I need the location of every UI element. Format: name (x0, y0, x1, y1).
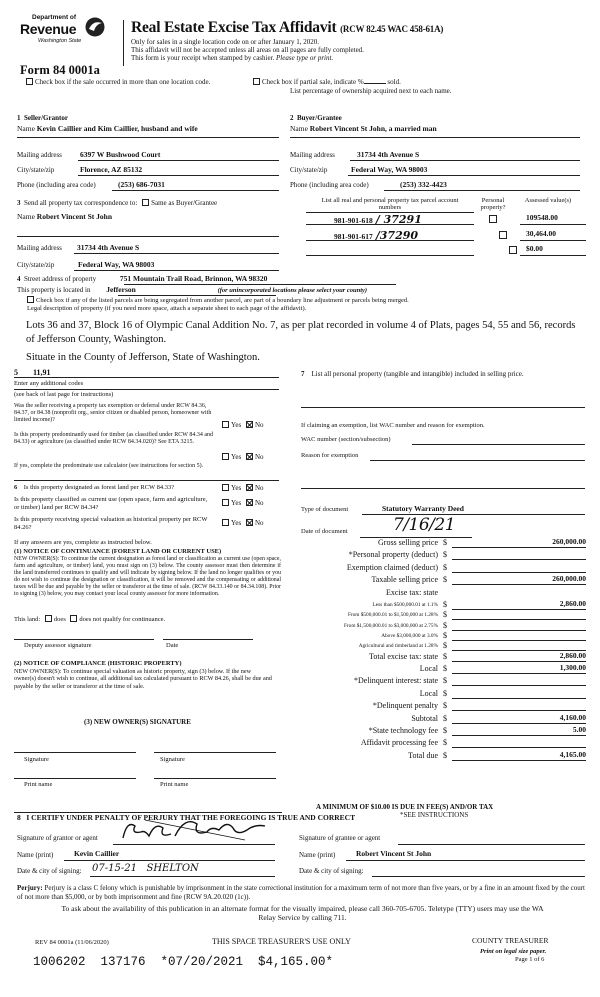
grantor-date-line (90, 876, 275, 877)
minimum-due-note: A MINIMUM OF $10.00 IS DUE IN FEE(S) AND/OR TAX (316, 803, 494, 811)
logo-dept-line1: Department of (32, 14, 77, 21)
same-as-buyer-label: Same as Buyer/Grantee (151, 199, 218, 207)
tax-row-label: *Delinquent penalty (372, 701, 438, 711)
buyer-heading-label: Buyer/Grantee (297, 114, 342, 122)
header-note-3-text: This form is your receipt when stamped by cashier. (131, 54, 275, 62)
grantor-name[interactable]: Kevin Caillier (74, 849, 120, 858)
seller-name-label: Name (17, 124, 35, 133)
parcel-account: 981-901-618 (334, 216, 373, 225)
parcel-row-line (306, 255, 474, 256)
land-qualify-row (14, 615, 165, 623)
grantee-name-line (346, 860, 585, 861)
sec6-q1-yes-checkbox[interactable] (222, 484, 229, 491)
dollar-sign: $ (443, 725, 447, 735)
dollar-sign: $ (443, 676, 447, 686)
correspondence-name-label: Name (17, 212, 35, 221)
sec5-q2: Is this property predominantly used for timber (as classified under RCW 84.34 and 84.33) or agriculture (as classified under RCW 84.34.020)? See ETA 3215. (14, 432, 214, 446)
doc-type[interactable]: Statutory Warranty Deed (382, 504, 464, 513)
seller-city-label: City/state/zip (17, 166, 55, 174)
form-title-text: Real Estate Excise Tax Affidavit (131, 19, 337, 36)
buyer-heading (290, 114, 342, 122)
sec7-row (301, 369, 586, 380)
header-divider (123, 20, 124, 66)
legal-size-note: Print on legal size paper. (480, 948, 547, 955)
sec5-enter-codes: Enter any additional codes (14, 380, 84, 387)
seller-phone-label: Phone (including area code) (17, 181, 96, 189)
dollar-sign: $ (443, 750, 447, 760)
correspondence-label: Send all property tax correspondence to: (24, 199, 138, 207)
owner-signature-label-1: Signature (24, 756, 49, 763)
deputy-date-line (163, 639, 253, 640)
correspondence-mailing-label: Mailing address (17, 244, 62, 252)
owner-print-label-1: Print name (24, 781, 53, 788)
dollar-sign: $ (443, 651, 447, 661)
sec6-q3: Is this property receiving special valuation as historical property per RCW 84.26? (14, 516, 208, 531)
dollar-sign: $ (443, 620, 447, 630)
tax-row (300, 538, 586, 549)
tax-row-label: Above $3,000,000 at 3.0% (381, 632, 438, 639)
seller-name-row (17, 125, 198, 134)
sec5-row (14, 368, 51, 377)
sec5-see-back: (see back of last page for instructions) (14, 391, 114, 398)
tax-row (300, 550, 586, 561)
yes-label: Yes (231, 499, 242, 507)
grantor-date-city[interactable] (92, 863, 199, 875)
grantee-date-line (372, 876, 585, 877)
tax-row-label: Subtotal (411, 713, 438, 723)
sec5-codes[interactable]: 11,91 (33, 368, 51, 377)
logo-swirl-icon (84, 16, 106, 38)
tax-value-line (452, 710, 586, 711)
yes-label: Yes (231, 453, 242, 461)
parcel-account: 981-901-617 (334, 232, 373, 241)
grantee-date-label: Date & city of signing: (299, 867, 364, 875)
sec6-any-yes: If any answers are yes, complete as instructed below. (14, 539, 152, 546)
tax-value[interactable]: 2,860.00 (559, 650, 586, 660)
dollar-sign: $ (443, 575, 447, 585)
tax-row-label: Gross selling price (378, 538, 438, 547)
header-note-3 (131, 54, 333, 62)
sec5-q2-yes-checkbox[interactable] (222, 453, 229, 460)
tax-row (300, 575, 586, 586)
form-title-ref: (RCW 82.45 WAC 458-61A) (340, 24, 444, 34)
buyer-phone-line (384, 190, 580, 191)
property-street-line (124, 284, 396, 285)
assessed-value[interactable]: $0.00 (526, 244, 543, 253)
parcel-handwritten-number: /37290 (375, 229, 419, 242)
buyer-mailing[interactable]: 31734 4th Avenue S (357, 150, 420, 159)
land-label: This land: (14, 616, 41, 623)
header-note-2: This affidavit will not be accepted unless all areas on all pages are fully completed. (131, 46, 364, 54)
dollar-sign: $ (443, 688, 447, 698)
buyer-num: 2 (290, 114, 294, 122)
grantee-signature-label: Signature of grantee or agent (299, 834, 381, 842)
buyer-mailing-label: Mailing address (290, 151, 335, 159)
tax-row (300, 664, 586, 675)
treasurer-receipt: 1006202 137176 *07/20/2021 $4,165.00* (33, 955, 334, 969)
assessed-value-line (520, 255, 586, 256)
dollar-sign: $ (443, 641, 447, 651)
deputy-date-label: Date (166, 642, 179, 649)
tax-row-label: Less than $500,000.01 at 1.1% (372, 602, 438, 608)
seller-mailing-line (78, 160, 279, 161)
tax-row (300, 726, 586, 737)
property-located-label: This property is located in (17, 286, 91, 294)
buyer-name-line (290, 137, 580, 138)
tax-row-label: Local (419, 663, 438, 673)
sec7-num: 7 (301, 370, 305, 378)
correspondence-name[interactable]: Robert Vincent St John (36, 212, 113, 221)
partial-sale-checkbox[interactable] (253, 78, 260, 85)
grantor-signature-label: Signature of grantor or agent (17, 834, 98, 842)
sec5-num: 5 (14, 368, 18, 377)
no-label: No (254, 484, 264, 492)
tax-row (300, 588, 586, 599)
doc-date-label: Date of document (301, 528, 348, 535)
tax-row-label: Total excise tax: state (369, 651, 438, 661)
grantor-signature-line (113, 844, 275, 845)
sec5-q1-no-checkbox[interactable] (246, 421, 253, 428)
dollar-sign: $ (443, 562, 447, 572)
tax-value[interactable]: 260,000.00 (552, 574, 586, 584)
tax-value-line (452, 685, 586, 686)
land-does-not-label: does not qualify for continuance. (79, 616, 166, 623)
sec6-q2-yes-checkbox[interactable] (222, 499, 229, 506)
buyer-city[interactable]: Federal Way, WA 98003 (351, 165, 428, 174)
sec6-q1-answers (222, 484, 264, 492)
tax-row-label: Local (419, 688, 438, 698)
tax-row (300, 738, 586, 749)
tax-row (300, 563, 586, 574)
perjury-label: Perjury: (17, 884, 43, 892)
tax-row-label: From $500,000.01 to $1,500,000 at 1.28% (347, 612, 438, 619)
correspondence-city-line (74, 270, 279, 271)
tax-value-line (452, 559, 586, 560)
sec5-q2-note: If yes, complete the predominate use calculator (see instructions for section 5). (14, 463, 204, 469)
yes-label: Yes (231, 519, 242, 527)
tax-row (300, 701, 586, 712)
tax-row-label: Taxable selling price (371, 575, 438, 585)
tax-value-line (452, 584, 586, 585)
tax-row (300, 689, 586, 700)
property-located-row (17, 286, 367, 295)
grantor-name-line (64, 860, 275, 861)
sec6-q2-no-checkbox[interactable] (246, 499, 253, 506)
sec6-q3-no-checkbox[interactable] (246, 519, 253, 526)
seller-num: 1 (17, 114, 21, 122)
buyer-name-label: Name (290, 124, 308, 133)
dollar-sign: $ (443, 630, 447, 640)
situate-text[interactable]: Situate in the County of Jefferson, State of Washington. (26, 352, 260, 363)
sec5-q2-answers (222, 453, 264, 461)
header-note-3-italic: Please type or print. (276, 54, 334, 62)
county-treasurer: COUNTY TREASURER (472, 936, 549, 945)
tax-value-line (452, 735, 586, 736)
tax-value[interactable]: 4,165.00 (559, 749, 586, 759)
accessibility-note: To ask about the availability of this publication in an alternate format for the visually impaired, please call 360-705-6705. Teletype (TTY) users may use the WA Relay Service by calling 711. (61, 904, 544, 923)
tax-row-label: Agricultural and timberland at 1.28% (358, 643, 438, 650)
reason-line-1 (370, 460, 585, 461)
sec6-q3-yes-checkbox[interactable] (222, 519, 229, 526)
notice-compliance-body: NEW OWNER(S): To continue special valuation as historic property, sign (3) below. If the new owner(s) doesn't wish to continue, all additional tax calculated pursuant to RCW 84.26, shall be due and payable by the seller or transferor at the time of sale. (14, 668, 272, 690)
tax-value[interactable]: 2,860.00 (559, 599, 586, 608)
assessed-value-line (520, 240, 586, 241)
assessed-value[interactable]: 30,464.00 (526, 229, 556, 238)
seller-mailing[interactable]: 6397 W Bushwood Court (80, 150, 161, 159)
new-owner-signature-title: (3) NEW OWNER(S) SIGNATURE (84, 718, 191, 726)
sec6-num: 6 (14, 484, 18, 491)
tax-value-line (452, 661, 586, 662)
seller-heading (17, 114, 68, 122)
sec7-label: List all personal property (tangible and intangible) included in selling price. (311, 370, 524, 378)
correspondence-name-line (17, 236, 279, 237)
correspondence-city[interactable]: Federal Way, WA 98003 (78, 260, 155, 269)
owner-signature-line-1 (14, 752, 136, 753)
legal-description-label: Legal description of property (if you need more space, attach a separate sheet to each page of the affidavit). (27, 305, 307, 312)
property-street-row (17, 275, 267, 284)
correspondence-city-label: City/state/zip (17, 261, 55, 269)
tax-row-label: From $1,500,000.01 to $3,000,000 at 2.75% (343, 622, 438, 629)
logo-dept-line2: Revenue (20, 21, 77, 37)
reason-label: Reason for exemption (301, 452, 359, 459)
rev-number: REV 84 0001a (11/06/2020) (35, 939, 109, 946)
percent-ownership-note: List percentage of ownership acquired next to each name. (290, 87, 452, 95)
sec6-q1: Is this property designated as forest land per RCW 84.33? (23, 484, 175, 491)
tax-row (300, 714, 586, 725)
no-label: No (254, 519, 264, 527)
wac-label: WAC number (section/subsection) (301, 436, 391, 443)
assessed-value-col-header: Assessed value(s) (524, 197, 572, 204)
parcels-col-header: List all real and personal property tax parcel account numbers (321, 197, 459, 212)
deputy-signature-label: Deputy assessor signature (24, 642, 92, 649)
buyer-phone[interactable]: (253) 332-4423 (400, 180, 447, 189)
parcel-handwritten-number: / 37291 (375, 213, 422, 226)
tax-value-line (452, 572, 586, 573)
tax-row-label: Excise tax: state (386, 587, 438, 597)
dor-logo (18, 14, 128, 56)
header-note-1: Only for sales in a single location code on or after January 1, 2020. (131, 38, 319, 46)
reason-line-2 (301, 488, 585, 489)
grantor-date-label: Date & city of signing: (17, 867, 82, 875)
legal-description[interactable]: Lots 36 and 37, Block 16 of Olympic Canal Addition No. 7, as per plat recorded in volume 4 of Plats, pages 54, 55 and 56, records of Jefferson County, Washington. (26, 320, 576, 345)
sec6-q2-answers (222, 499, 264, 507)
seller-city[interactable]: Florence, AZ 85132 (80, 165, 143, 174)
property-num: 4 (17, 275, 21, 283)
seller-name[interactable]: Kevin Caillier and Kim Caillier, husband and wife (36, 124, 198, 133)
grantor-city: SHELTON (146, 863, 199, 874)
property-located[interactable]: Jefferson (106, 285, 136, 294)
tax-row (300, 676, 586, 687)
buyer-phone-label: Phone (including area code) (290, 181, 369, 189)
partial-sold-label: sold. (387, 78, 401, 86)
tax-value[interactable]: 4,160.00 (559, 712, 586, 722)
no-label: No (254, 421, 264, 429)
doc-type-label: Type of document (301, 506, 349, 513)
grantor-name-label: Name (print) (17, 851, 54, 859)
tax-row-label: Affidavit processing fee (360, 738, 438, 748)
buyer-city-line (348, 175, 580, 176)
notice-continuance-title: (1) NOTICE OF CONTINUANCE (FOREST LAND OR CURRENT USE) (14, 548, 222, 555)
tax-row-label: *Personal property (deduct) (348, 550, 438, 560)
dollar-sign: $ (443, 610, 447, 620)
seller-heading-label: Seller/Grantor (24, 114, 68, 122)
seller-phone[interactable]: (253) 686-7031 (118, 180, 165, 189)
property-street[interactable]: 751 Mountain Trail Road, Brinnon, WA 98320 (119, 274, 268, 283)
segregated-checkbox-row[interactable] (27, 296, 409, 304)
logo-dept-line3: Washington State (38, 38, 82, 44)
seller-mailing-label: Mailing address (17, 151, 62, 159)
personal-property-col-header: Personal property? (480, 197, 506, 212)
no-label: No (254, 453, 264, 461)
seller-city-line (78, 175, 279, 176)
doc-date[interactable]: 7/16/21 (393, 515, 456, 535)
tax-row-label: *State technology fee (368, 725, 438, 735)
land-does-not-checkbox[interactable] (70, 615, 77, 622)
certify-text: I CERTIFY UNDER PENALTY OF PERJURY THAT THE FOREGOING IS TRUE AND CORRECT (26, 813, 356, 822)
buyer-name-row (290, 125, 437, 134)
treasurer-only: THIS SPACE TREASURER'S USE ONLY (212, 937, 351, 946)
dollar-sign: $ (443, 600, 447, 609)
property-street-label: Street address of property (24, 275, 97, 283)
personal-property-checkbox[interactable] (509, 246, 517, 254)
same-as-buyer-checkbox[interactable] (142, 199, 149, 206)
buyer-mailing-line (350, 160, 580, 161)
grantor-signature-image (115, 816, 275, 846)
tax-row-label: Total due (408, 750, 438, 760)
form-title (131, 19, 443, 37)
dollar-sign: $ (443, 663, 447, 673)
sec5-q2-no-checkbox[interactable] (246, 453, 253, 460)
deputy-signature-line (14, 639, 154, 640)
yes-label: Yes (231, 484, 242, 492)
tax-value-line (452, 747, 586, 748)
dollar-sign: $ (443, 538, 447, 547)
tax-value-line (452, 547, 586, 548)
sec8-num: 8 (17, 813, 21, 822)
wac-line (412, 444, 585, 445)
owner-signature-line-2 (154, 752, 276, 753)
grantee-name-label: Name (print) (299, 851, 336, 859)
tax-value-line (452, 760, 586, 761)
perjury-body: Perjury is a class C felony which is punishable by imprisonment in the state correctional institution for a maximum term of not more than five years, or by a fine in an amount fixed by the court of not more than $5,000, or by both imprisonment and fine (RCW 9A.20.020 (1c)). (17, 884, 585, 901)
multi-location-label: Check box if the sale occurred in more than one location code. (35, 78, 211, 86)
owner-print-label-2: Print name (160, 781, 189, 788)
property-located-note: (for unincorporated locations please select your county) (217, 287, 368, 294)
correspondence-num: 3 (17, 199, 21, 207)
tax-value[interactable]: 1,300.00 (559, 662, 586, 672)
partial-sale-checkbox-row[interactable] (253, 78, 401, 86)
assessed-value[interactable]: 109548.00 (526, 213, 558, 222)
segregated-label: Check box if any of the listed parcels are being segregated from another parcel, are part of a boundary line adjustment or parcels being merged. (36, 297, 409, 304)
form-number: Form 84 0001a (20, 63, 100, 77)
tax-row (300, 751, 586, 762)
buyer-city-label: City/state/zip (290, 166, 328, 174)
sec5-q1-yes-checkbox[interactable] (222, 421, 229, 428)
parcel-row-line (306, 240, 474, 241)
dollar-sign: $ (443, 738, 447, 748)
perjury-text (17, 884, 585, 902)
tax-row-label: Exemption claimed (deduct) (346, 562, 438, 572)
sec5-codes-line (14, 377, 279, 378)
owner-print-line-1 (14, 778, 136, 779)
seller-name-line (17, 137, 279, 138)
tax-value-line (452, 673, 586, 674)
grantor-date: 07-15-21 (92, 863, 137, 874)
sec7-line-1 (301, 407, 585, 408)
parcel-row-line (306, 224, 474, 225)
segregated-checkbox[interactable] (27, 296, 34, 303)
partial-percent-field[interactable] (364, 83, 386, 84)
dollar-sign: $ (443, 550, 447, 560)
owner-print-line-2 (154, 778, 276, 779)
sec5-q1: Was the seller receiving a property tax exemption or deferral under RCW 84.36, 84.37, or 84.38 (nonprofit org., senior citizen or disabled person, homeowner with limited income)? (14, 403, 212, 424)
sec5-q1-answers (222, 421, 264, 429)
notice-compliance-title: (2) NOTICE OF COMPLIANCE (HISTORIC PROPERTY) (14, 660, 182, 667)
grantee-signature-line (398, 844, 585, 845)
seller-phone-line (112, 190, 279, 191)
owner-signature-label-2: Signature (160, 756, 185, 763)
no-label: No (254, 499, 264, 507)
correspondence-name-row (17, 213, 112, 222)
grantee-name[interactable]: Robert Vincent St John (356, 849, 432, 858)
multi-location-checkbox-row[interactable] (26, 78, 210, 86)
claim-exemption: If claiming an exemption, list WAC number and reason for exemption. (301, 422, 485, 429)
dollar-sign: $ (443, 701, 447, 711)
tax-value-line (452, 698, 586, 699)
correspondence-mailing-line (74, 253, 279, 254)
buyer-name[interactable]: Robert Vincent St John, a married man (309, 124, 437, 133)
personal-property-checkbox[interactable] (499, 231, 507, 239)
multi-location-checkbox[interactable] (26, 78, 33, 85)
notice-continuance-body: NEW OWNER(S): To continue the current designation as forest land or classification as current use (open space, farm and agriculture, or timber) land, you must sign on (3) below. The county assessor must then determine if the land transferred continues to qualify and will indicate by signing below. If the land no longer qualifies or you do not wish to continue the designation or classification, it will be removed and the compensating or additional taxes will be due and payable by the seller or transferor at the time of sale. (RCW 84.33.140 or 84.34.108). Prior to signing (3) below, you may contact your local county assessor for more information. (14, 556, 281, 597)
sec6-q1-no-checkbox[interactable] (246, 484, 253, 491)
page-number: Page 1 of 6 (515, 956, 545, 963)
partial-sale-label: Check box if partial sale, indicate % (262, 78, 364, 86)
tax-row-label: *Delinquent interest: state (354, 676, 438, 686)
personal-property-checkbox[interactable] (489, 215, 497, 223)
correspondence-mailing[interactable]: 31734 4th Avenue S (77, 243, 140, 252)
sec6-q1-row (14, 484, 174, 491)
tax-row (300, 652, 586, 663)
land-does-label: does (53, 616, 66, 623)
land-does-checkbox[interactable] (45, 615, 52, 622)
tax-value-line (452, 723, 586, 724)
sec6-q3-answers (222, 519, 264, 527)
assessed-value-line (520, 224, 586, 225)
dollar-sign: $ (443, 713, 447, 723)
sec5-end-line (14, 480, 279, 481)
tax-value[interactable]: 260,000.00 (552, 537, 586, 546)
correspondence-row (17, 199, 217, 207)
see-instructions: *SEE INSTRUCTIONS (400, 811, 469, 819)
yes-label: Yes (231, 421, 242, 429)
sec6-q2: Is this property classified as current use (open space, farm and agriculture, or timber) land per RCW 84.34? (14, 496, 208, 511)
tax-value[interactable]: 5.00 (572, 724, 586, 734)
sec5-enter-line (14, 389, 279, 390)
